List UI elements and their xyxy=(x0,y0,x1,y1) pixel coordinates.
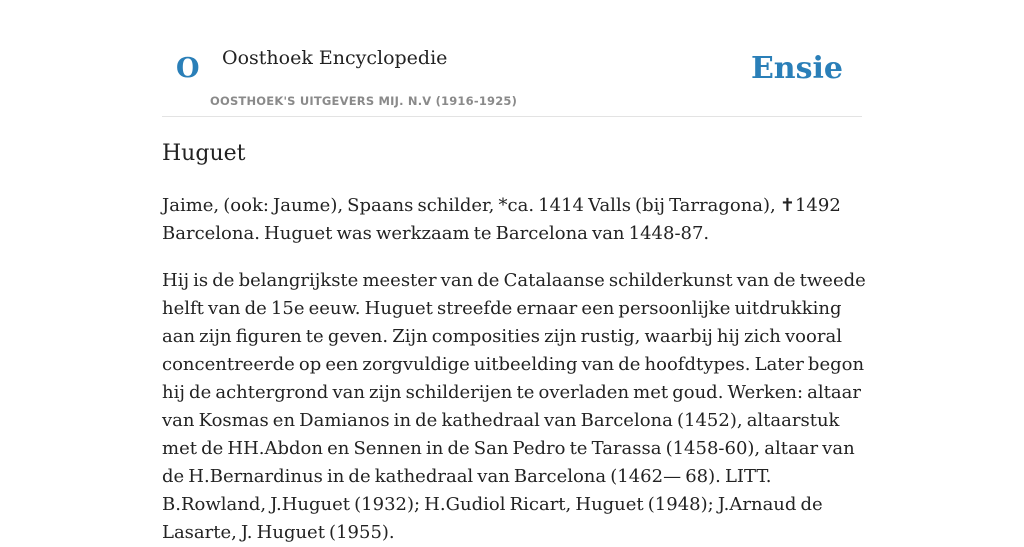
article-paragraph-1: Jaime, (ook: Jaume), Spaans schilder, *ca. 1414 Valls (bij Tarragona), ✝1492 Barcelona. Huguet was werkzaam te Barcelona van 1448-87. xyxy=(162,195,841,244)
ensie-brand-logo[interactable]: Ensie xyxy=(750,51,843,86)
site-title[interactable]: Oosthoek Encyclopedie xyxy=(222,47,448,69)
publisher-subtitle: OOSTHOEK'S UITGEVERS MIJ. N.V (1916-1925) xyxy=(210,94,518,108)
article-title: Huguet xyxy=(162,141,246,166)
oosthoek-logo-mark[interactable]: O xyxy=(176,53,200,84)
site-header xyxy=(162,0,862,117)
article-paragraph-2: Hij is de belangrijkste meester van de Catalaanse schilderkunst van de tweede helft van de 15e eeuw. Huguet streefde ernaar een persoonlijke uitdrukking aan zijn figuren te geven. Zijn composities zijn rustig, waarbij hij zich vooral concentreerde op een zorgvuldige uitbeelding van de hoofdtypes. Later begon hij de achtergrond van zijn schilderijen te overladen met goud. Werken: altaar van Kosmas en Damianos in de kathedraal van Barcelona (1452), altaarstuk met de HH.Abdon en Sennen in de San Pedro te Tarassa (1458-60), altaar van de H.Bernardinus in de kathedraal van Barcelona (1462— 68). LITT. B.Rowland, J.Huguet (1932); H.Gudiol Ricart, Huguet (1948); J.Arnaud de Lasarte, J. Huguet (1955). xyxy=(162,270,866,543)
